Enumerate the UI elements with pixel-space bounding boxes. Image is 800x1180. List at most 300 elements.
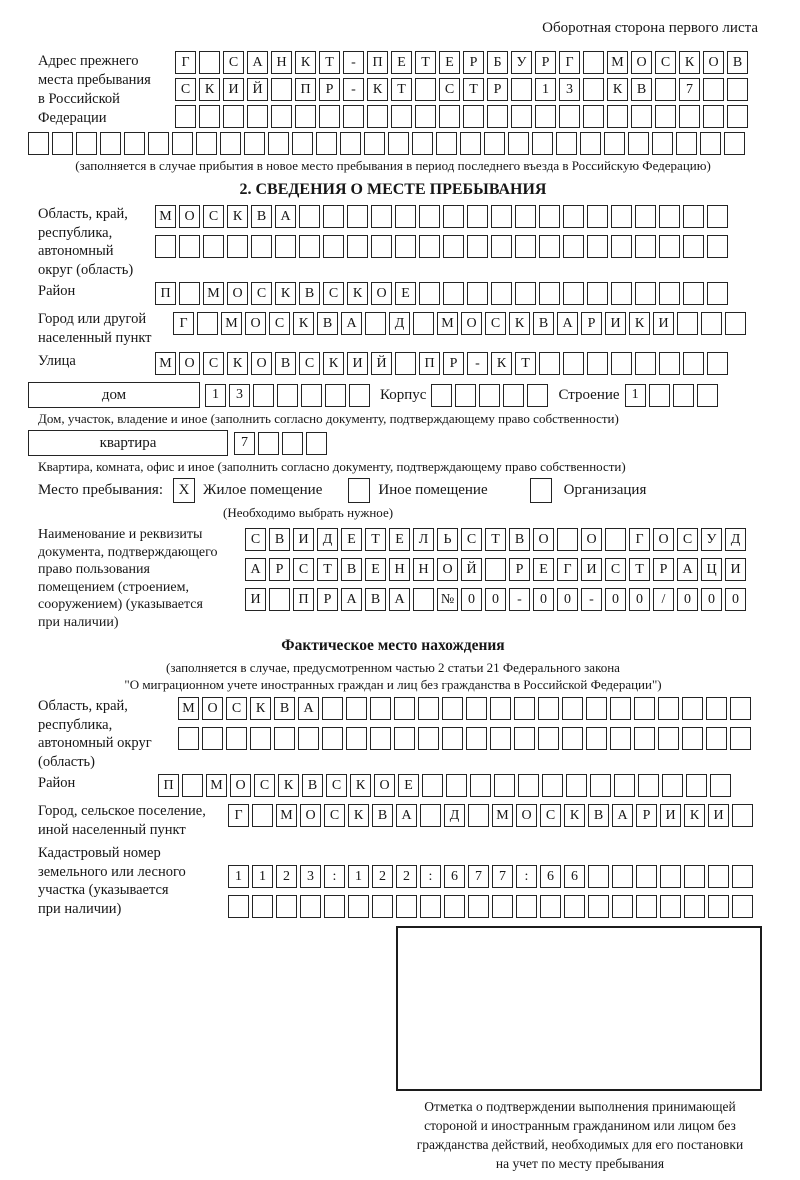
char-cell[interactable] xyxy=(683,352,704,375)
char-cell[interactable] xyxy=(179,235,200,258)
char-cell[interactable]: 2 xyxy=(276,865,297,888)
char-cell[interactable] xyxy=(703,105,724,128)
char-cell[interactable] xyxy=(682,697,703,720)
char-cell[interactable] xyxy=(252,804,273,827)
char-cell[interactable]: С xyxy=(203,205,224,228)
char-cell[interactable]: Е xyxy=(341,528,362,551)
char-cell[interactable]: Р xyxy=(653,558,674,581)
char-cell[interactable]: В xyxy=(631,78,652,101)
char-cell[interactable] xyxy=(463,105,484,128)
char-cell[interactable]: 3 xyxy=(229,384,250,407)
char-cell[interactable] xyxy=(431,384,452,407)
char-cell[interactable] xyxy=(587,282,608,305)
char-cell[interactable] xyxy=(422,774,443,797)
char-cell[interactable]: О xyxy=(230,774,251,797)
char-cell[interactable]: В xyxy=(533,312,554,335)
char-cell[interactable] xyxy=(655,105,676,128)
char-cell[interactable] xyxy=(515,282,536,305)
char-cell[interactable] xyxy=(514,697,535,720)
char-cell[interactable] xyxy=(468,895,489,918)
char-cell[interactable] xyxy=(349,384,370,407)
char-cell[interactable]: Д xyxy=(389,312,410,335)
char-cell[interactable] xyxy=(479,384,500,407)
char-cell[interactable] xyxy=(707,282,728,305)
char-cell[interactable] xyxy=(436,132,457,155)
char-cell[interactable] xyxy=(559,105,580,128)
char-cell[interactable]: Е xyxy=(365,558,386,581)
char-cell[interactable]: С xyxy=(677,528,698,551)
char-cell[interactable]: Р xyxy=(581,312,602,335)
char-cell[interactable]: О xyxy=(533,528,554,551)
char-cell[interactable]: 0 xyxy=(629,588,650,611)
char-cell[interactable]: С xyxy=(655,51,676,74)
char-cell[interactable]: 1 xyxy=(535,78,556,101)
char-cell[interactable]: В xyxy=(365,588,386,611)
char-cell[interactable]: А xyxy=(389,588,410,611)
char-cell[interactable] xyxy=(605,528,626,551)
dom-field[interactable]: дом xyxy=(28,382,200,408)
char-cell[interactable]: С xyxy=(324,804,345,827)
char-cell[interactable] xyxy=(587,352,608,375)
char-cell[interactable]: С xyxy=(254,774,275,797)
char-cell[interactable] xyxy=(683,235,704,258)
char-cell[interactable]: Г xyxy=(557,558,578,581)
char-cell[interactable]: А xyxy=(298,697,319,720)
char-cell[interactable] xyxy=(614,774,635,797)
char-cell[interactable] xyxy=(697,384,718,407)
char-cell[interactable] xyxy=(388,132,409,155)
char-cell[interactable]: Д xyxy=(444,804,465,827)
char-cell[interactable]: Н xyxy=(271,51,292,74)
char-cell[interactable]: К xyxy=(491,352,512,375)
char-cell[interactable]: 2 xyxy=(372,865,393,888)
char-cell[interactable]: Л xyxy=(413,528,434,551)
char-cell[interactable] xyxy=(727,105,748,128)
char-cell[interactable] xyxy=(76,132,97,155)
char-cell[interactable] xyxy=(628,132,649,155)
char-cell[interactable] xyxy=(466,727,487,750)
char-cell[interactable]: О xyxy=(179,205,200,228)
char-cell[interactable]: С xyxy=(223,51,244,74)
char-cell[interactable] xyxy=(470,774,491,797)
char-cell[interactable] xyxy=(282,432,303,455)
char-cell[interactable] xyxy=(515,235,536,258)
char-cell[interactable] xyxy=(686,774,707,797)
char-cell[interactable]: В xyxy=(251,205,272,228)
char-cell[interactable]: С xyxy=(326,774,347,797)
char-cell[interactable]: 0 xyxy=(725,588,746,611)
char-cell[interactable]: - xyxy=(467,352,488,375)
char-cell[interactable] xyxy=(659,235,680,258)
char-cell[interactable]: 1 xyxy=(252,865,273,888)
char-cell[interactable] xyxy=(319,105,340,128)
char-cell[interactable] xyxy=(322,727,343,750)
char-cell[interactable] xyxy=(539,352,560,375)
char-cell[interactable]: В xyxy=(509,528,530,551)
char-cell[interactable] xyxy=(346,697,367,720)
char-cell[interactable] xyxy=(490,697,511,720)
char-cell[interactable] xyxy=(271,78,292,101)
char-cell[interactable]: С xyxy=(461,528,482,551)
char-cell[interactable] xyxy=(395,235,416,258)
char-cell[interactable] xyxy=(611,352,632,375)
char-cell[interactable] xyxy=(658,727,679,750)
char-cell[interactable] xyxy=(562,697,583,720)
char-cell[interactable]: О xyxy=(703,51,724,74)
char-cell[interactable] xyxy=(556,132,577,155)
char-cell[interactable]: Д xyxy=(725,528,746,551)
char-cell[interactable] xyxy=(391,105,412,128)
char-cell[interactable]: С xyxy=(299,352,320,375)
char-cell[interactable] xyxy=(710,774,731,797)
char-cell[interactable]: Д xyxy=(317,528,338,551)
char-cell[interactable] xyxy=(442,697,463,720)
char-cell[interactable]: В xyxy=(341,558,362,581)
char-cell[interactable] xyxy=(683,282,704,305)
char-cell[interactable]: Е xyxy=(395,282,416,305)
char-cell[interactable] xyxy=(532,132,553,155)
char-cell[interactable]: 3 xyxy=(559,78,580,101)
char-cell[interactable]: С xyxy=(175,78,196,101)
char-cell[interactable] xyxy=(298,727,319,750)
char-cell[interactable] xyxy=(395,205,416,228)
char-cell[interactable] xyxy=(340,132,361,155)
checkbox-inoe[interactable] xyxy=(348,478,370,503)
char-cell[interactable] xyxy=(394,697,415,720)
char-cell[interactable]: 7 xyxy=(679,78,700,101)
char-cell[interactable] xyxy=(511,78,532,101)
char-cell[interactable] xyxy=(487,105,508,128)
char-cell[interactable]: Р xyxy=(269,558,290,581)
char-cell[interactable] xyxy=(492,895,513,918)
char-cell[interactable]: 0 xyxy=(461,588,482,611)
char-cell[interactable]: 1 xyxy=(348,865,369,888)
char-cell[interactable] xyxy=(299,205,320,228)
char-cell[interactable]: К xyxy=(323,352,344,375)
char-cell[interactable]: О xyxy=(245,312,266,335)
char-cell[interactable]: К xyxy=(199,78,220,101)
char-cell[interactable] xyxy=(730,727,751,750)
char-cell[interactable] xyxy=(612,865,633,888)
char-cell[interactable]: О xyxy=(461,312,482,335)
char-cell[interactable]: О xyxy=(631,51,652,74)
char-cell[interactable] xyxy=(655,78,676,101)
char-cell[interactable]: А xyxy=(612,804,633,827)
char-cell[interactable] xyxy=(706,697,727,720)
char-cell[interactable]: 0 xyxy=(557,588,578,611)
char-cell[interactable]: Р xyxy=(636,804,657,827)
char-cell[interactable]: 0 xyxy=(533,588,554,611)
char-cell[interactable]: У xyxy=(511,51,532,74)
char-cell[interactable]: М xyxy=(607,51,628,74)
char-cell[interactable]: О xyxy=(374,774,395,797)
char-cell[interactable] xyxy=(586,727,607,750)
char-cell[interactable] xyxy=(155,235,176,258)
char-cell[interactable] xyxy=(460,132,481,155)
char-cell[interactable] xyxy=(268,132,289,155)
char-cell[interactable]: И xyxy=(347,352,368,375)
char-cell[interactable]: : xyxy=(420,865,441,888)
char-cell[interactable] xyxy=(372,895,393,918)
char-cell[interactable] xyxy=(659,205,680,228)
char-cell[interactable] xyxy=(539,205,560,228)
char-cell[interactable]: В xyxy=(372,804,393,827)
char-cell[interactable] xyxy=(415,105,436,128)
char-cell[interactable] xyxy=(306,432,327,455)
char-cell[interactable]: И xyxy=(725,558,746,581)
char-cell[interactable]: - xyxy=(343,78,364,101)
char-cell[interactable]: В xyxy=(302,774,323,797)
char-cell[interactable] xyxy=(446,774,467,797)
char-cell[interactable]: К xyxy=(227,205,248,228)
char-cell[interactable] xyxy=(228,895,249,918)
char-cell[interactable] xyxy=(203,235,224,258)
char-cell[interactable]: Т xyxy=(629,558,650,581)
char-cell[interactable] xyxy=(730,697,751,720)
char-cell[interactable]: Р xyxy=(317,588,338,611)
char-cell[interactable] xyxy=(539,282,560,305)
char-cell[interactable] xyxy=(610,727,631,750)
char-cell[interactable] xyxy=(199,51,220,74)
char-cell[interactable]: С xyxy=(439,78,460,101)
char-cell[interactable]: В xyxy=(588,804,609,827)
char-cell[interactable] xyxy=(172,132,193,155)
char-cell[interactable]: П xyxy=(155,282,176,305)
checkbox-organizatsiya[interactable] xyxy=(530,478,552,503)
char-cell[interactable] xyxy=(508,132,529,155)
char-cell[interactable]: О xyxy=(202,697,223,720)
char-cell[interactable] xyxy=(539,235,560,258)
char-cell[interactable]: М xyxy=(437,312,458,335)
char-cell[interactable]: Т xyxy=(463,78,484,101)
char-cell[interactable] xyxy=(607,105,628,128)
char-cell[interactable] xyxy=(604,132,625,155)
char-cell[interactable] xyxy=(660,865,681,888)
char-cell[interactable]: - xyxy=(509,588,530,611)
char-cell[interactable]: П xyxy=(419,352,440,375)
char-cell[interactable] xyxy=(364,132,385,155)
char-cell[interactable]: А xyxy=(245,558,266,581)
char-cell[interactable] xyxy=(253,384,274,407)
char-cell[interactable] xyxy=(684,865,705,888)
char-cell[interactable]: О xyxy=(300,804,321,827)
char-cell[interactable] xyxy=(662,774,683,797)
char-cell[interactable]: Г xyxy=(175,51,196,74)
char-cell[interactable]: Г xyxy=(173,312,194,335)
char-cell[interactable] xyxy=(301,384,322,407)
char-cell[interactable]: П xyxy=(158,774,179,797)
char-cell[interactable] xyxy=(175,105,196,128)
char-cell[interactable] xyxy=(682,727,703,750)
char-cell[interactable]: Т xyxy=(319,51,340,74)
char-cell[interactable] xyxy=(394,727,415,750)
char-cell[interactable]: П xyxy=(293,588,314,611)
char-cell[interactable]: М xyxy=(206,774,227,797)
char-cell[interactable] xyxy=(196,132,217,155)
char-cell[interactable] xyxy=(583,51,604,74)
char-cell[interactable]: 0 xyxy=(677,588,698,611)
char-cell[interactable] xyxy=(700,132,721,155)
char-cell[interactable]: К xyxy=(509,312,530,335)
char-cell[interactable]: В xyxy=(269,528,290,551)
char-cell[interactable]: Н xyxy=(413,558,434,581)
char-cell[interactable]: П xyxy=(295,78,316,101)
char-cell[interactable]: : xyxy=(516,865,537,888)
char-cell[interactable] xyxy=(515,205,536,228)
char-cell[interactable]: Й xyxy=(247,78,268,101)
char-cell[interactable]: Е xyxy=(391,51,412,74)
char-cell[interactable] xyxy=(412,132,433,155)
char-cell[interactable]: М xyxy=(276,804,297,827)
char-cell[interactable]: И xyxy=(581,558,602,581)
char-cell[interactable]: 1 xyxy=(205,384,226,407)
char-cell[interactable]: Т xyxy=(415,51,436,74)
char-cell[interactable]: Г xyxy=(559,51,580,74)
char-cell[interactable] xyxy=(371,205,392,228)
char-cell[interactable] xyxy=(324,895,345,918)
char-cell[interactable] xyxy=(535,105,556,128)
char-cell[interactable]: С xyxy=(293,558,314,581)
char-cell[interactable]: К xyxy=(250,697,271,720)
char-cell[interactable] xyxy=(583,78,604,101)
char-cell[interactable]: Р xyxy=(319,78,340,101)
char-cell[interactable] xyxy=(343,105,364,128)
char-cell[interactable]: С xyxy=(251,282,272,305)
char-cell[interactable] xyxy=(701,312,722,335)
char-cell[interactable]: Г xyxy=(629,528,650,551)
char-cell[interactable]: С xyxy=(485,312,506,335)
char-cell[interactable] xyxy=(418,727,439,750)
char-cell[interactable] xyxy=(148,132,169,155)
char-cell[interactable] xyxy=(580,132,601,155)
char-cell[interactable] xyxy=(511,105,532,128)
char-cell[interactable]: К xyxy=(275,282,296,305)
char-cell[interactable]: М xyxy=(155,352,176,375)
char-cell[interactable]: О xyxy=(251,352,272,375)
char-cell[interactable] xyxy=(611,235,632,258)
char-cell[interactable] xyxy=(707,235,728,258)
char-cell[interactable] xyxy=(562,727,583,750)
char-cell[interactable] xyxy=(634,727,655,750)
char-cell[interactable]: О xyxy=(581,528,602,551)
char-cell[interactable]: С xyxy=(203,352,224,375)
char-cell[interactable]: О xyxy=(516,804,537,827)
char-cell[interactable] xyxy=(732,865,753,888)
char-cell[interactable]: М xyxy=(221,312,242,335)
char-cell[interactable]: С xyxy=(323,282,344,305)
char-cell[interactable]: 1 xyxy=(228,865,249,888)
char-cell[interactable] xyxy=(347,205,368,228)
char-cell[interactable] xyxy=(420,895,441,918)
char-cell[interactable] xyxy=(732,804,753,827)
char-cell[interactable] xyxy=(587,235,608,258)
char-cell[interactable]: О xyxy=(653,528,674,551)
char-cell[interactable] xyxy=(420,804,441,827)
char-cell[interactable] xyxy=(588,865,609,888)
char-cell[interactable] xyxy=(442,727,463,750)
char-cell[interactable]: И xyxy=(605,312,626,335)
char-cell[interactable] xyxy=(611,205,632,228)
char-cell[interactable] xyxy=(673,384,694,407)
char-cell[interactable] xyxy=(538,727,559,750)
char-cell[interactable]: К xyxy=(367,78,388,101)
char-cell[interactable]: 6 xyxy=(444,865,465,888)
char-cell[interactable]: О xyxy=(437,558,458,581)
char-cell[interactable] xyxy=(292,132,313,155)
char-cell[interactable] xyxy=(244,132,265,155)
char-cell[interactable] xyxy=(277,384,298,407)
char-cell[interactable] xyxy=(223,105,244,128)
char-cell[interactable]: 7 xyxy=(492,865,513,888)
char-cell[interactable]: К xyxy=(684,804,705,827)
char-cell[interactable]: 6 xyxy=(540,865,561,888)
char-cell[interactable] xyxy=(322,697,343,720)
char-cell[interactable] xyxy=(707,205,728,228)
char-cell[interactable]: И xyxy=(245,588,266,611)
char-cell[interactable] xyxy=(708,865,729,888)
char-cell[interactable] xyxy=(566,774,587,797)
char-cell[interactable] xyxy=(635,352,656,375)
char-cell[interactable]: В xyxy=(317,312,338,335)
char-cell[interactable] xyxy=(247,105,268,128)
char-cell[interactable]: М xyxy=(178,697,199,720)
char-cell[interactable] xyxy=(706,727,727,750)
char-cell[interactable] xyxy=(227,235,248,258)
char-cell[interactable] xyxy=(274,727,295,750)
char-cell[interactable] xyxy=(395,352,416,375)
char-cell[interactable]: С xyxy=(540,804,561,827)
char-cell[interactable] xyxy=(611,282,632,305)
char-cell[interactable] xyxy=(269,588,290,611)
char-cell[interactable]: И xyxy=(653,312,674,335)
char-cell[interactable]: К xyxy=(679,51,700,74)
char-cell[interactable]: Е xyxy=(533,558,554,581)
char-cell[interactable] xyxy=(316,132,337,155)
char-cell[interactable] xyxy=(467,235,488,258)
char-cell[interactable] xyxy=(634,697,655,720)
char-cell[interactable] xyxy=(563,352,584,375)
char-cell[interactable] xyxy=(660,895,681,918)
char-cell[interactable] xyxy=(325,384,346,407)
char-cell[interactable] xyxy=(28,132,49,155)
kvartira-field[interactable]: квартира xyxy=(28,430,228,456)
char-cell[interactable] xyxy=(563,205,584,228)
char-cell[interactable]: К xyxy=(347,282,368,305)
char-cell[interactable]: М xyxy=(492,804,513,827)
char-cell[interactable] xyxy=(684,895,705,918)
char-cell[interactable] xyxy=(413,588,434,611)
char-cell[interactable] xyxy=(413,312,434,335)
char-cell[interactable] xyxy=(124,132,145,155)
char-cell[interactable] xyxy=(563,235,584,258)
char-cell[interactable]: И xyxy=(660,804,681,827)
char-cell[interactable] xyxy=(226,727,247,750)
char-cell[interactable] xyxy=(299,235,320,258)
char-cell[interactable]: К xyxy=(564,804,585,827)
char-cell[interactable] xyxy=(652,132,673,155)
char-cell[interactable]: А xyxy=(341,312,362,335)
char-cell[interactable] xyxy=(527,384,548,407)
char-cell[interactable]: Г xyxy=(228,804,249,827)
char-cell[interactable] xyxy=(348,895,369,918)
char-cell[interactable] xyxy=(538,697,559,720)
char-cell[interactable] xyxy=(564,895,585,918)
char-cell[interactable]: К xyxy=(278,774,299,797)
char-cell[interactable]: Й xyxy=(461,558,482,581)
char-cell[interactable]: Т xyxy=(485,528,506,551)
char-cell[interactable] xyxy=(649,384,670,407)
char-cell[interactable]: Т xyxy=(365,528,386,551)
